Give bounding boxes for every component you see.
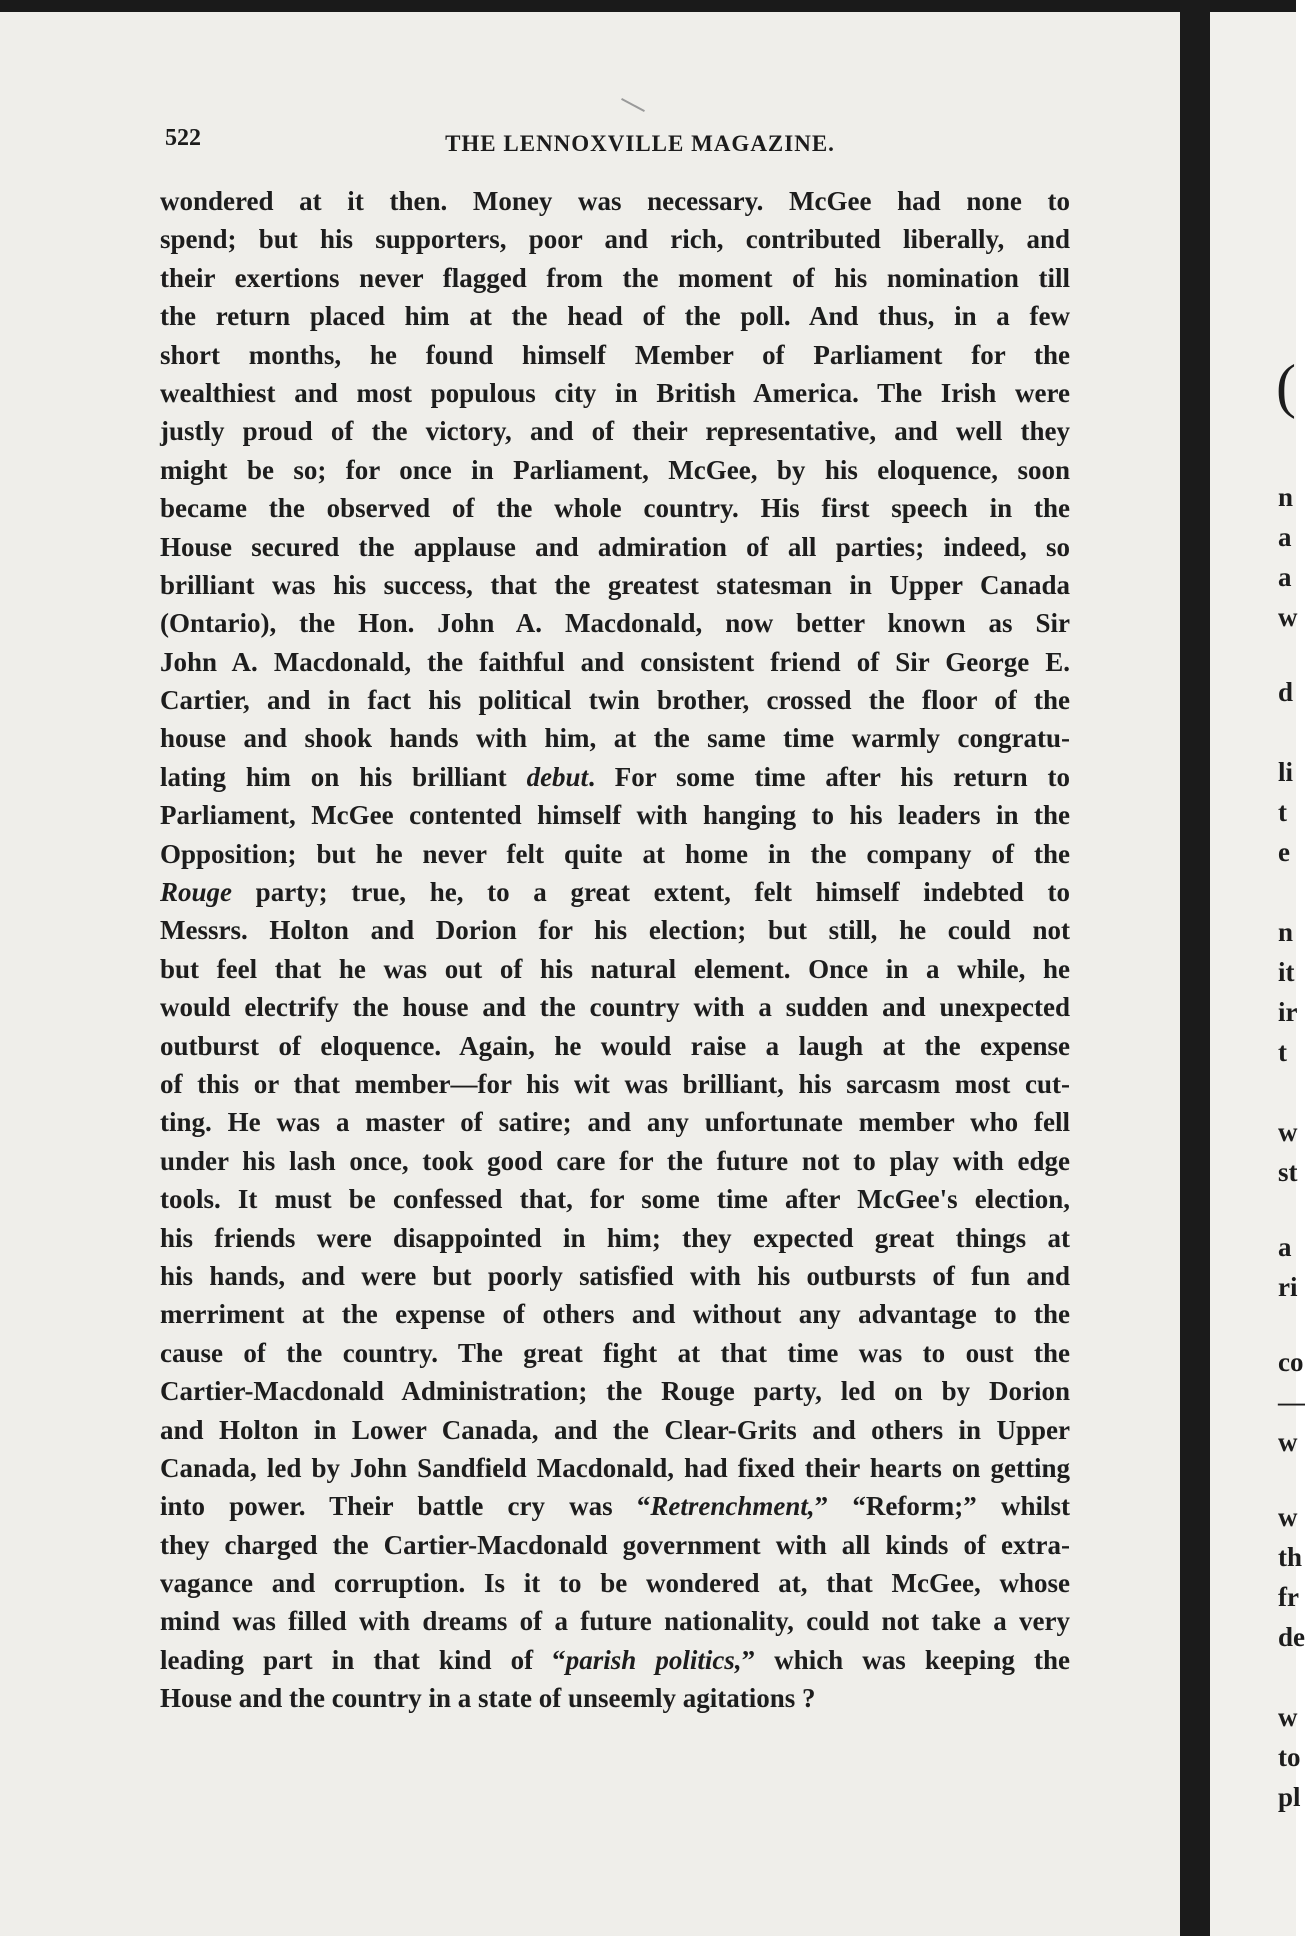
facing-page-fragment: n bbox=[1278, 917, 1294, 947]
facing-page-fragment: w bbox=[1278, 1117, 1298, 1147]
facing-page-fragment: t bbox=[1278, 1037, 1287, 1067]
facing-page-fragment: co bbox=[1278, 1347, 1304, 1377]
paper-mark bbox=[621, 98, 645, 112]
facing-page-fragment: a bbox=[1278, 1232, 1292, 1262]
text-line: Canada, led by John Sandfield Macdonald, had fixed their hearts on getting bbox=[160, 1452, 1070, 1483]
text-line: tools. It must be confessed that, for some time after McGee's election, bbox=[160, 1184, 1070, 1215]
text-line: Cartier-Macdonald Administration; the Rouge party, led on by Dorion bbox=[160, 1376, 1070, 1407]
facing-page-fragment: w bbox=[1278, 602, 1298, 632]
text-line: his friends were disappointed in him; they expected great things at bbox=[160, 1222, 1070, 1253]
text-line: the return placed him at the head of the poll. And thus, in a few bbox=[160, 301, 1070, 332]
text-line: outburst of eloquence. Again, he would raise a laugh at the expense bbox=[160, 1030, 1070, 1061]
text-line: mind was filled with dreams of a future nationality, could not take a very bbox=[160, 1606, 1070, 1637]
text-line: vagance and corruption. Is it to be wondered at, that McGee, whose bbox=[160, 1568, 1070, 1599]
facing-page-fragment: de bbox=[1278, 1622, 1305, 1652]
facing-page-fragment: st bbox=[1278, 1157, 1298, 1187]
text-line: Messrs. Holton and Dorion for his election; but still, he could not bbox=[160, 915, 1070, 946]
text-line: would electrify the house and the country with a sudden and unexpected bbox=[160, 992, 1070, 1023]
page-header bbox=[165, 125, 1115, 165]
text-line: house and shook hands with him, at the same time warmly congratu- bbox=[160, 723, 1070, 754]
text-line: under his lash once, took good care for the future not to play with edge bbox=[160, 1145, 1070, 1176]
text-line: ting. He was a master of satire; and any unfortunate member who fell bbox=[160, 1107, 1070, 1138]
text-line: brilliant was his success, that the greatest statesman in Upper Canada bbox=[160, 569, 1070, 600]
facing-page-fragment: ir bbox=[1278, 997, 1298, 1027]
facing-page-fragment: a bbox=[1278, 562, 1292, 592]
facing-page-fragment: t bbox=[1278, 797, 1287, 827]
text-line: justly proud of the victory, and of their representative, and well they bbox=[160, 416, 1070, 447]
facing-page-fragment: e bbox=[1278, 837, 1290, 867]
text-line: short months, he found himself Member of Parliament for the bbox=[160, 339, 1070, 370]
facing-page-fragment: ( bbox=[1276, 353, 1296, 419]
facing-page-fragment: ri bbox=[1278, 1272, 1298, 1302]
scan-top-edge bbox=[0, 0, 1296, 12]
facing-page-fragment: w bbox=[1278, 1702, 1298, 1732]
text-line: Rouge party; true, he, to a great extent, felt himself indebted to bbox=[160, 877, 1070, 908]
text-line: but feel that he was out of his natural element. Once in a while, he bbox=[160, 953, 1070, 984]
book-gutter bbox=[1180, 0, 1210, 1936]
text-line: spend; but his supporters, poor and rich, contributed liberally, and bbox=[160, 224, 1070, 255]
page-number: 522 bbox=[165, 125, 201, 151]
text-line: leading part in that kind of “parish politics,” which was keeping the bbox=[160, 1644, 1071, 1675]
text-line: and Holton in Lower Canada, and the Clear-Grits and others in Upper bbox=[160, 1414, 1070, 1445]
text-line: lating him on his brilliant debut. For some time after his return to bbox=[160, 761, 1071, 792]
text-line: of this or that member—for his wit was brilliant, his sarcasm most cut- bbox=[160, 1068, 1070, 1099]
text-line: wondered at it then. Money was necessary. McGee had none to bbox=[160, 186, 1070, 216]
facing-page-fragment: d bbox=[1278, 677, 1294, 707]
facing-page-fragment: — bbox=[1278, 1387, 1305, 1417]
facing-page-fragment: li bbox=[1278, 757, 1294, 787]
text-line: his hands, and were but poorly satisfied with his outbursts of fun and bbox=[160, 1260, 1070, 1291]
text-line: John A. Macdonald, the faithful and consistent friend of Sir George E. bbox=[160, 646, 1070, 677]
text-line: might be so; for once in Parliament, McGee, by his eloquence, soon bbox=[160, 454, 1070, 485]
text-line: (Ontario), the Hon. John A. Macdonald, now better known as Sir bbox=[160, 608, 1070, 639]
facing-page-fragment: w bbox=[1278, 1502, 1298, 1532]
facing-page-fragment: th bbox=[1278, 1542, 1303, 1572]
facing-page-fragment: a bbox=[1278, 522, 1292, 552]
text-line: Cartier, and in fact his political twin brother, crossed the floor of the bbox=[160, 685, 1070, 716]
text-line: their exertions never flagged from the moment of his nomination till bbox=[160, 262, 1070, 293]
text-line: became the observed of the whole country. His first speech in the bbox=[160, 493, 1070, 524]
facing-page-fragment: it bbox=[1278, 957, 1295, 987]
facing-page-fragment: n bbox=[1278, 482, 1294, 512]
facing-page-fragment: to bbox=[1278, 1742, 1301, 1772]
text-line: House secured the applause and admiration of all parties; indeed, so bbox=[160, 531, 1070, 562]
text-line: cause of the country. The great fight at that time was to oust the bbox=[160, 1337, 1070, 1368]
text-line: merriment at the expense of others and without any advantage to the bbox=[160, 1299, 1070, 1330]
facing-page-edge bbox=[1210, 12, 1305, 1936]
facing-page-fragment: w bbox=[1278, 1427, 1298, 1457]
text-line: House and the country in a state of unseemly agitations ? bbox=[160, 1683, 816, 1714]
text-line: they charged the Cartier-Macdonald government with all kinds of extra- bbox=[160, 1529, 1070, 1560]
body-text bbox=[160, 182, 1070, 1718]
facing-page-fragment: pl bbox=[1278, 1782, 1301, 1812]
text-line: into power. Their battle cry was “Retrenchment,” “Reform;” whilst bbox=[160, 1491, 1070, 1522]
text-line: Parliament, McGee contented himself with hanging to his leaders in the bbox=[160, 800, 1070, 831]
facing-page-fragment: fr bbox=[1278, 1582, 1299, 1612]
text-line: Opposition; but he never felt quite at home in the company of the bbox=[160, 838, 1070, 869]
text-line: wealthiest and most populous city in British America. The Irish were bbox=[160, 377, 1070, 408]
running-title: THE LENNOXVILLE MAGAZINE. bbox=[445, 131, 835, 156]
